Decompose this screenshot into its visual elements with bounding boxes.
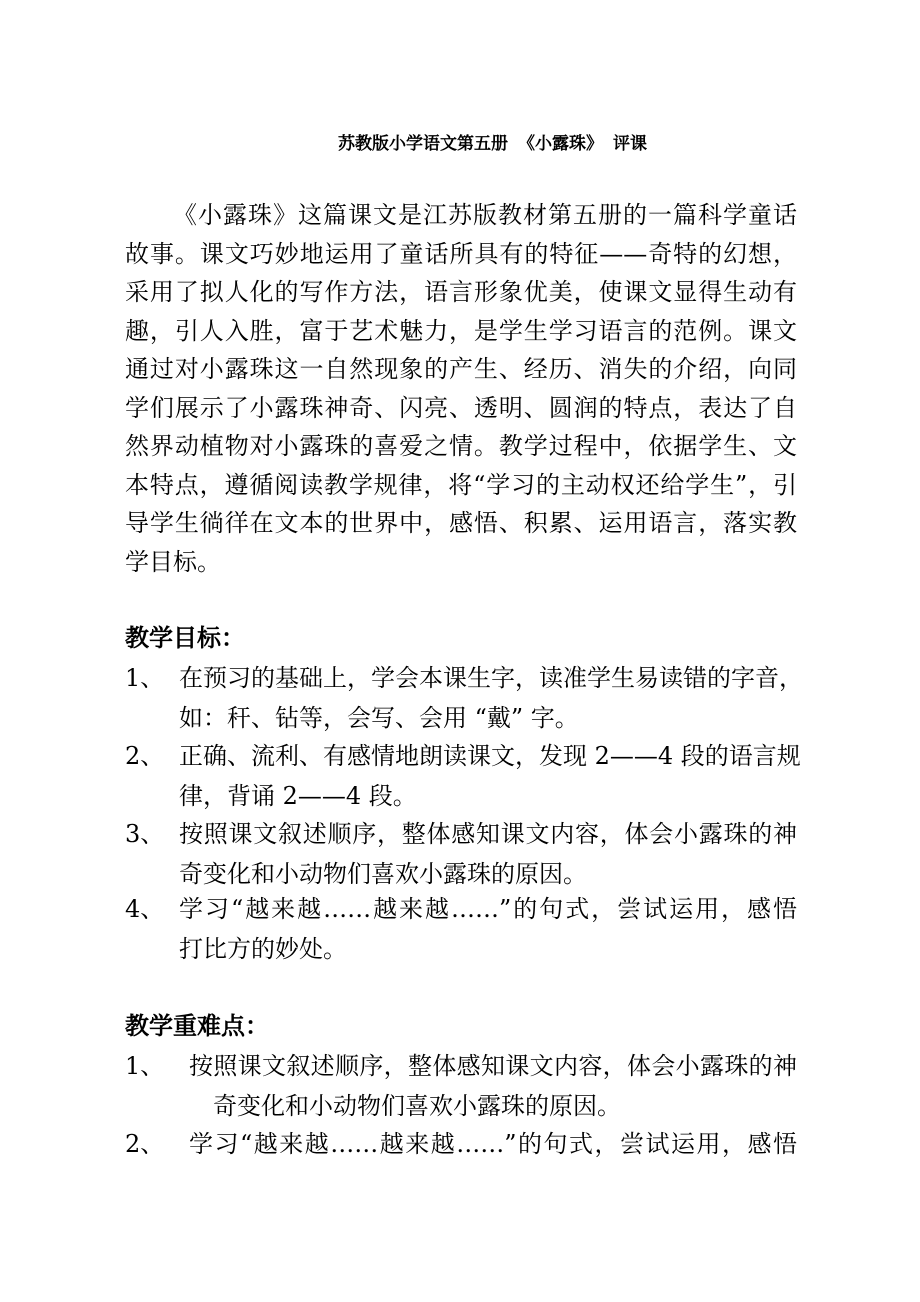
goal-line: 律，背诵 2——4 段。: [179, 782, 417, 810]
intro-line: 学们展示了小露珠神奇、闪亮、透明、圆润的特点，表达了自: [125, 393, 797, 422]
title-book: 《小露珠》: [518, 134, 603, 154]
intro-line: 然界动植物对小露珠的喜爱之情。教学过程中，依据学生、文: [125, 432, 797, 460]
goal-number: 2、: [125, 742, 165, 770]
goal-line: 打比方的妙处。: [179, 935, 347, 963]
goal-item: [125, 736, 801, 816]
title-suffix: 评课: [613, 134, 647, 154]
title-text: 苏教版小学语文第五册: [338, 134, 508, 154]
intro-line: 通过对小露珠这一自然现象的产生、经历、消失的介绍，向同: [125, 355, 797, 383]
goal-line: 按照课文叙述顺序，整体感知课文内容，体会小露珠的神: [179, 820, 797, 848]
goal-number: 3、: [125, 820, 165, 848]
intro-line: 本特点，遵循阅读教学规律，将“学习的主动权还给学生”，引: [125, 470, 797, 499]
focus-line: 按照课文叙述顺序，整体感知课文内容，体会小露珠的神: [189, 1052, 797, 1080]
section-heading-focus: 教学重难点：: [125, 1011, 269, 1040]
focus-number: 1、: [125, 1052, 165, 1080]
goal-number: 4、: [125, 895, 165, 923]
intro-paragraph: [125, 196, 797, 581]
intro-line: 《小露珠》这篇课文是江苏版教材第五册的一篇科学童话: [173, 201, 797, 229]
focus-item: [125, 1124, 797, 1164]
focus-line: 学习“越来越……越来越……”的句式，尝试运用，感悟: [189, 1130, 797, 1158]
goal-item: [125, 814, 797, 894]
goal-item: [125, 889, 797, 969]
goal-line: 在预习的基础上，学会本课生字，读准学生易读错的字音，: [179, 664, 803, 692]
intro-line: 采用了拟人化的写作方法，语言形象优美，使课文显得生动有: [125, 278, 797, 306]
section-heading-goals: 教学目标：: [125, 623, 245, 652]
goal-line: 如：秆、钻等，会写、会用 “戴” 字。: [179, 704, 579, 732]
intro-line: 导学生徜徉在文本的世界中，感悟、积累、运用语言，落实教: [125, 509, 797, 537]
focus-line: 奇变化和小动物们喜欢小露珠的原因。: [213, 1092, 621, 1120]
goal-line: 学习“越来越……越来越……”的句式，尝试运用，感悟: [179, 895, 797, 923]
focus-number: 2、: [125, 1130, 165, 1158]
goal-item: [125, 658, 803, 738]
goal-line: 奇变化和小动物们喜欢小露珠的原因。: [179, 860, 587, 888]
goal-line: 正确、流利、有感情地朗读课文，发现 2——4 段的语言规: [179, 742, 801, 770]
intro-line: 趣，引人入胜，富于艺术魅力，是学生学习语言的范例。课文: [125, 316, 797, 345]
intro-line: 故事。课文巧妙地运用了童话所具有的特征——奇特的幻想，: [125, 239, 797, 268]
goal-number: 1、: [125, 664, 165, 692]
document-title: [0, 132, 920, 156]
focus-item: [125, 1046, 797, 1126]
intro-line: 学目标。: [125, 547, 221, 576]
